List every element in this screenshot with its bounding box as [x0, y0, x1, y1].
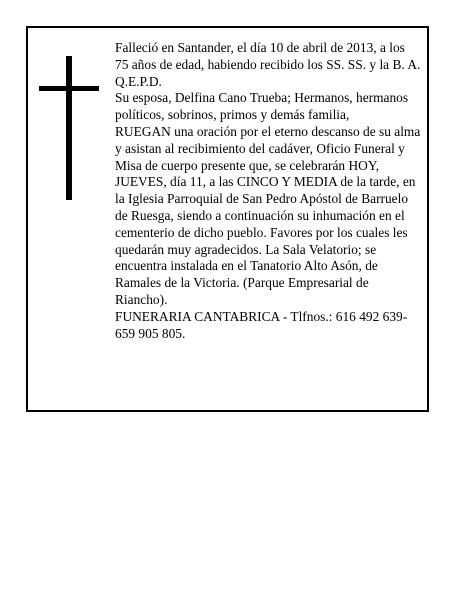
cross-icon: [39, 56, 99, 200]
notice-text: [115, 40, 421, 342]
cross-vertical-bar: [66, 56, 72, 200]
obituary-notice: [26, 26, 429, 412]
qepd-line: Q.E.P.D.: [115, 73, 162, 89]
cross-horizontal-bar: [39, 86, 99, 91]
family-line: Su esposa, Delfina Cano Trueba; Hermanos, hermanos políticos, sobrinos, primos y demás familia,: [115, 90, 409, 123]
funeral-details: RUEGAN una oración por el eterno descanso de su alma y asistan al recibimiento del cadáver, Oficio Funeral y Misa de cuerpo presente que, se celebrarán HOY, JUEVES, día 11, a las CINCO Y MEDIA de la tarde, en la Iglesia Parroquial de San Pedro Apóstol de Barruelo de Ruesga, siendo a continuación su inhumación en el cementerio de dicho pueblo. Favores por los cuales les quedarán muy agradecidos. La Sala Velatorio; se encuentra instalada en el Tanatorio Alto Asón, de Ramales de la Victoria. (Parque Empresarial de Riancho).: [115, 123, 421, 307]
funeral-home-contact: FUNERARIA CANTABRICA - Tlfnos.: 616 492 639- 659 905 805.: [115, 308, 408, 341]
death-announcement: Falleció en Santander, el día 10 de abril de 2013, a los 75 años de edad, habiendo recibido los SS. SS. y la B. A.: [115, 40, 421, 72]
